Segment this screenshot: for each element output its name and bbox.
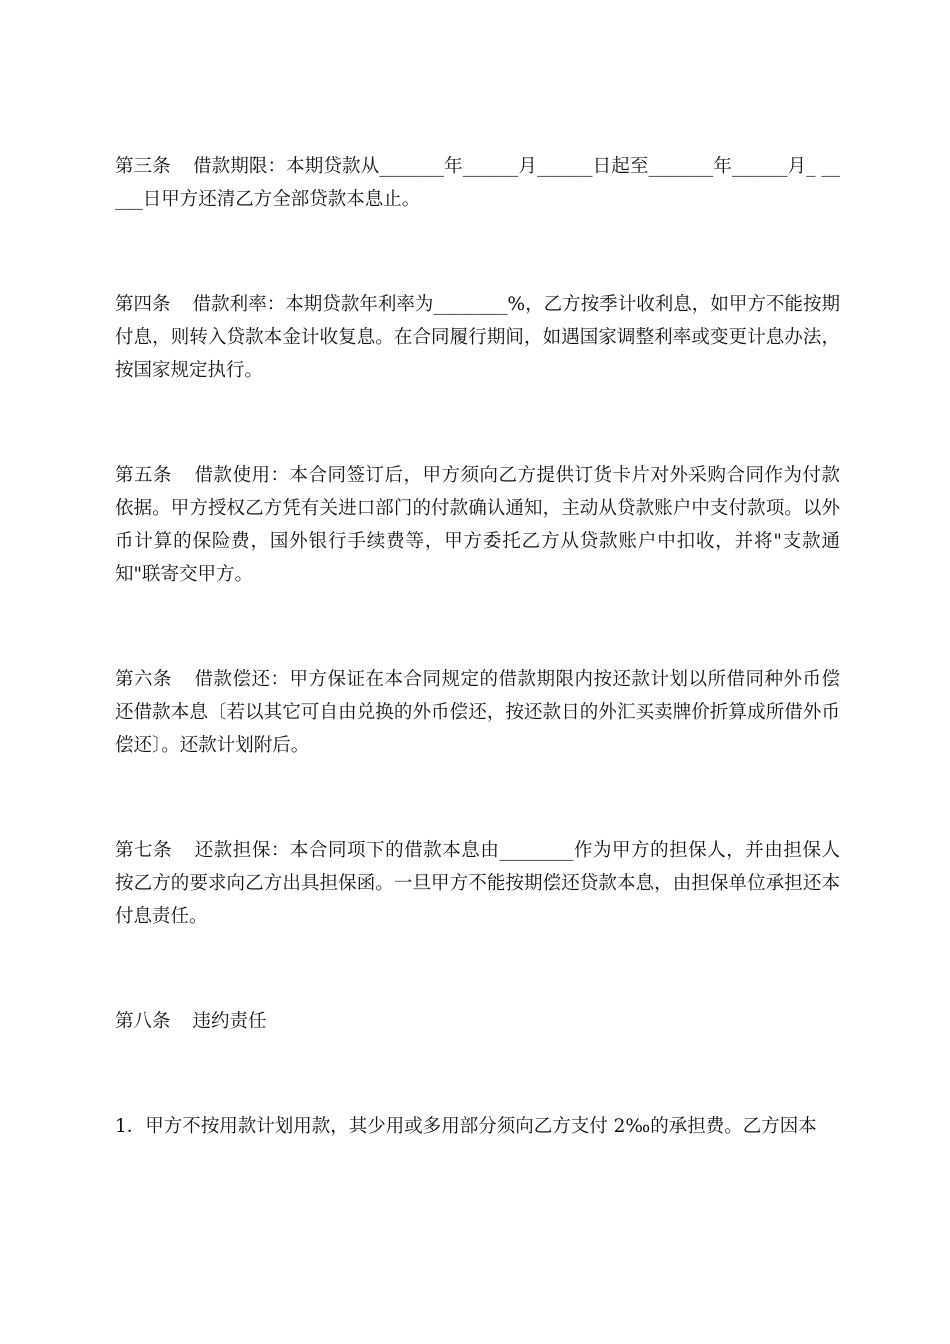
article-4-text: 借款利率：本期贷款年利率为________%，乙方按季计收利息，如甲方不能按期付息，则转入贷款本金计收复息。在合同履行期间，如遇国家调整利率或变更计息办法，按国家规定执行。 bbox=[115, 294, 840, 381]
article-4 bbox=[115, 288, 840, 387]
article-6-text: 借款偿还：甲方保证在本合同规定的借款期限内按还款计划以所借同种外币偿还借款本息〔若以其它可自由兑换的外币偿还，按还款日的外汇买卖牌价折算成所借外币偿还〕。还款计划附后。 bbox=[115, 669, 840, 756]
clause-1-text: 1．甲方不按用款计划用款，其少用或多用部分须向乙方支付 2‰的承担费。乙方因本 bbox=[115, 1116, 817, 1137]
article-7-heading: 第七条 bbox=[115, 840, 173, 861]
article-5-heading: 第五条 bbox=[115, 465, 172, 486]
article-8-heading: 第八条 bbox=[115, 1011, 171, 1032]
article-8 bbox=[115, 1005, 840, 1038]
article-5-text: 借款使用：本合同签订后，甲方须向乙方提供订货卡片对外采购合同作为付款依据。甲方授权乙方凭有关进口部门的付款确认通知，主动从贷款账户中支付款项。以外币计算的保险费，国外银行手续费等，甲方委托乙方从贷款账户中扣收，并将"支款通知"联寄交甲方。 bbox=[115, 465, 840, 585]
article-3-heading: 第三条 bbox=[115, 156, 171, 177]
article-6 bbox=[115, 663, 840, 762]
article-5 bbox=[115, 459, 840, 591]
article-6-heading: 第六条 bbox=[115, 669, 172, 690]
article-4-heading: 第四条 bbox=[115, 294, 171, 315]
article-3-text: 借款期限：本期贷款从_______年______月______日起至_______年______月_ _____日甲方还清乙方全部贷款本息止。 bbox=[115, 156, 840, 210]
clause-1 bbox=[115, 1110, 840, 1143]
article-7 bbox=[115, 834, 840, 933]
article-7-text: 还款担保：本合同项下的借款本息由________作为甲方的担保人，并由担保人按乙方的要求向乙方出具担保函。一旦甲方不能按期偿还贷款本息，由担保单位承担还本付息责任。 bbox=[115, 840, 840, 927]
article-3 bbox=[115, 150, 840, 216]
contract-document bbox=[115, 150, 840, 1143]
article-8-text: 违约责任 bbox=[192, 1011, 267, 1032]
